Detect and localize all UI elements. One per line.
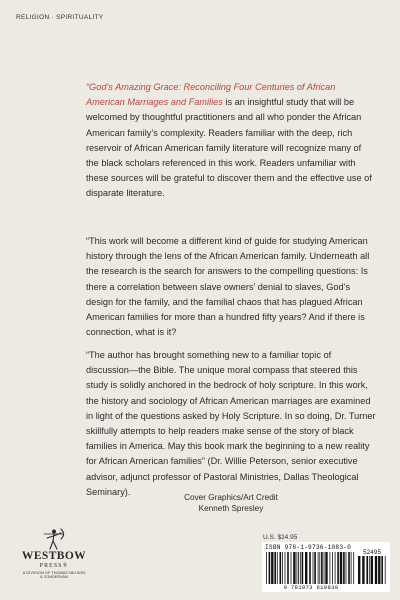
blurb-paragraph-1 xyxy=(86,80,376,202)
barcode-bar xyxy=(369,556,370,584)
barcode-bar xyxy=(324,552,325,584)
isbn-label: ISBN 978-1-9736-1083-0 xyxy=(265,544,352,551)
barcode-bar xyxy=(302,552,304,584)
blurb-paragraph-3: “The author has brought something new to a familiar topic of discussion—the Bible. The unique moral compass that steered this study is solidly anchored in the bedrock of holy scripture. In this work, the history and sociology of African American marriages are examined in light of the questions asked by Holy Scripture. In so doing, Dr. Turner skillfully attempts to help readers make sense of the story of black families in America. May this book mark the beginning to a new reality for African American families” (Dr. Willie Peterson, senior executive advisor, adjunct professor of Pastoral Ministries, Dallas Theological Seminary). xyxy=(86,350,376,497)
barcode-bar xyxy=(366,556,368,584)
barcode-bar xyxy=(381,556,383,584)
barcode-bar xyxy=(309,552,311,584)
barcode-bar xyxy=(332,552,333,584)
barcode-bar xyxy=(330,552,331,584)
barcode-bar xyxy=(318,552,319,584)
barcode-bar xyxy=(319,552,320,584)
addon-barcode-bars xyxy=(358,556,386,584)
barcode-bar xyxy=(305,552,307,584)
barcode-bar xyxy=(375,556,377,584)
publisher-logo xyxy=(14,528,94,588)
cover-credit-name: Kenneth Spresley xyxy=(198,504,264,513)
barcode xyxy=(262,542,390,592)
barcode-bar xyxy=(321,552,323,584)
cover-credit xyxy=(86,492,376,514)
barcode-bar xyxy=(269,552,271,584)
barcode-bar xyxy=(343,552,345,584)
publisher-name: WESTBOW xyxy=(21,550,87,562)
book-title-quote: “God’s Amazing Grace: Reconciling Four Centuries of African American Marriages and Families xyxy=(86,82,336,108)
barcode-bar xyxy=(337,552,339,584)
barcode-bar xyxy=(298,552,299,584)
barcode-bar xyxy=(385,556,386,584)
barcode-bar xyxy=(266,552,267,584)
cover-credit-label: Cover Graphics/Art Credit xyxy=(184,493,278,502)
publisher-tagline xyxy=(14,571,94,580)
category-label: RELIGION · SPIRITUALITY xyxy=(16,14,104,21)
barcode-bar xyxy=(291,552,292,584)
barcode-bar xyxy=(280,552,282,584)
barcode-bar xyxy=(348,552,350,584)
barcode-bar xyxy=(351,552,352,584)
barcode-bar xyxy=(282,552,283,584)
barcode-bar xyxy=(371,556,373,584)
barcode-bar xyxy=(358,556,360,584)
barcode-bar xyxy=(378,556,380,584)
barcode-bar xyxy=(297,552,298,584)
barcode-bar xyxy=(314,552,316,584)
barcode-bar xyxy=(271,552,273,584)
barcode-bar xyxy=(287,552,289,584)
barcode-bar xyxy=(300,552,301,584)
barcode-bar xyxy=(325,552,327,584)
blurb-paragraph-2: “This work will become a different kind of guide for studying American history through the lens of the African American family. Underneath all the research is the search for answers to the compelling questions: Is there a correlation between slave owners’ denial to slaves, God’s design for the family, and the familial chaos that has plagued African American families for more than a hundred fifty years? And if there is connection, what is it? xyxy=(86,236,370,338)
barcode-bar xyxy=(293,552,295,584)
price-label: U.S. $24.95 xyxy=(263,534,298,541)
barcode-bar xyxy=(313,552,314,584)
barcode-bar xyxy=(340,552,342,584)
barcode-bar xyxy=(362,556,364,584)
blurb-paragraph-1-text: is an insightful study that will be welcomed by thoughtful practitioners and all who ponder the African American family’s complexity. Readers familiar with the deep, rich reservoir of African American family literature will recognize many of the black scholars referenced in this work. Readers unfamiliar with these sources will be grateful to discover them and the effective use of disparate literature. xyxy=(86,97,372,199)
ean-barcode-bars xyxy=(266,552,356,584)
publisher-tagline-1: A DIVISION OF THOMAS NELSON xyxy=(22,571,86,575)
ean-number: 9 781973 610830 xyxy=(283,584,339,591)
publisher-tagline-2: & ZONDERVAN xyxy=(40,575,68,580)
barcode-bar xyxy=(353,552,354,584)
barcode-bar xyxy=(346,552,347,584)
publisher-press: PRESS® xyxy=(39,563,69,569)
barcode-bar xyxy=(274,552,276,584)
barcode-bar xyxy=(285,552,286,584)
addon-number: 52495 xyxy=(362,549,381,556)
barcode-bar xyxy=(277,552,278,584)
barcode-bar xyxy=(335,552,336,584)
archer-icon xyxy=(14,528,94,552)
